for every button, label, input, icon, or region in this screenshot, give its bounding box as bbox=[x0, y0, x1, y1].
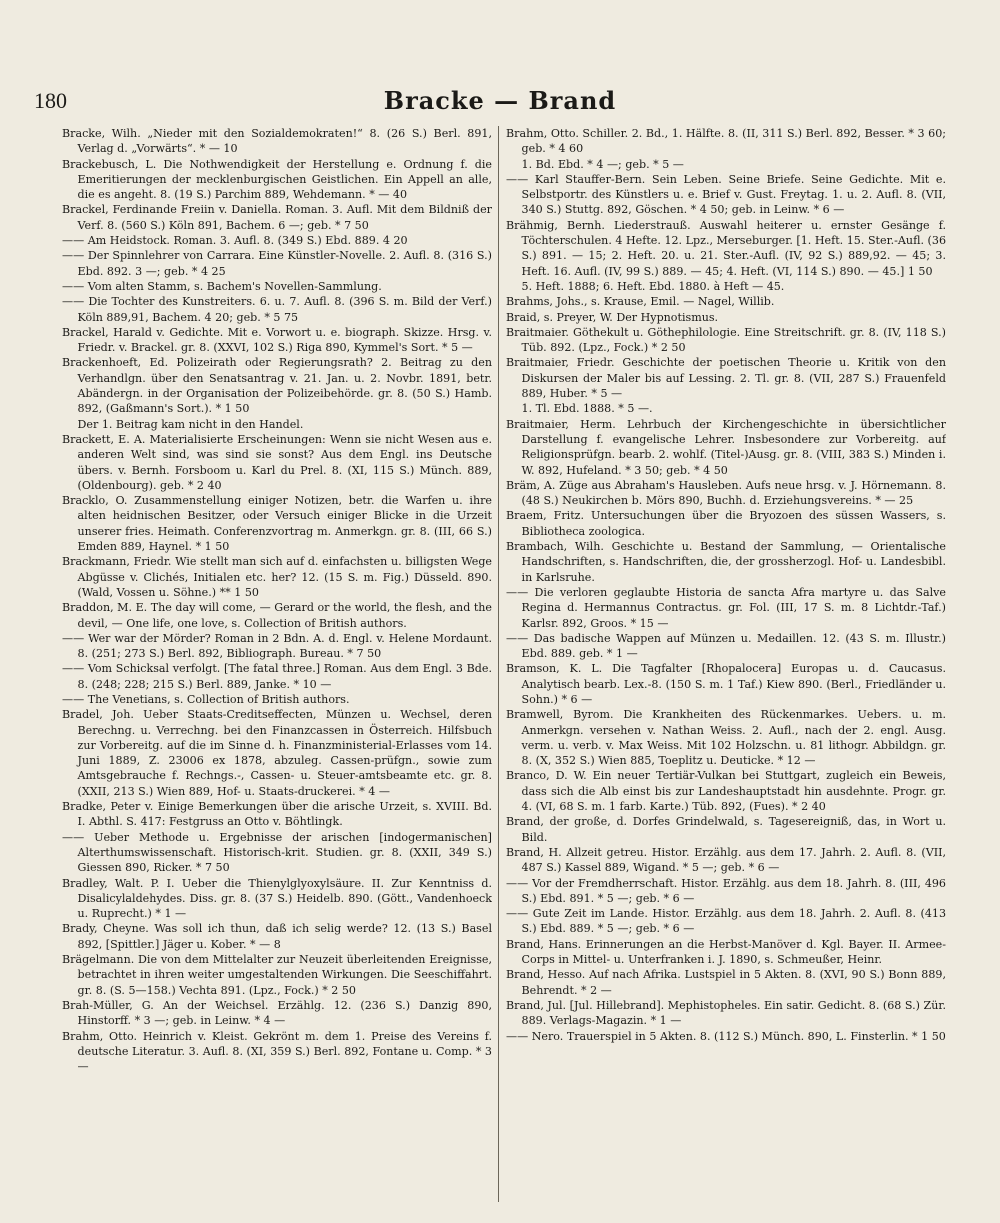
catalog-entry: Brähmig, Bernh. Liederstrauß. Auswahl heiterer u. ernster Gesänge f. Töchterschulen. 4 Hefte. 12. Lpz., Merseburger. [1. Heft. 15. Ster.-Aufl. (36 S.) 891. — 15; 2. Heft. 20. u. 21. Ster.-Aufl. (IV, 92 S.) 889,92. — 45; 3. Heft. 16. Aufl. (IV, 99 S.) 889. — 45; 4. Heft. (VI, 114 S.) 890. — 45.] 1 50 5. Heft. 1888; 6. Heft. Ebd. 1880. à Heft — 45. bbox=[506, 218, 946, 293]
catalog-entry: Bramwell, Byrom. Die Krankheiten des Rückenmarkes. Uebers. u. m. Anmerkgn. versehen v. Nathan Weiss. 2. Aufl., nach der 2. engl. Ausg. verm. u. verb. v. Max Weiss. Mit 102 Holzschn. u. 81 lithogr. Abbildgn. gr. 8. (X, 352 S.) Wien 885, Toeplitz u. Deuticke. * 12 — bbox=[506, 708, 946, 768]
catalog-entry: Bracke, Wilh. „Nieder mit den Sozialdemokraten!“ 8. (26 S.) Berl. 891, Verlag d. „Vorwärts“. * — 10 bbox=[62, 127, 492, 156]
catalog-entry: —— Vom Schicksal verfolgt. [The fatal three.] Roman. Aus dem Engl. 3 Bde. 8. (248; 228; 215 S.) Berl. 889, Janke. * 10 — bbox=[62, 662, 492, 691]
catalog-entry: Brackett, E. A. Materialisierte Erscheinungen: Wenn sie nicht Wesen aus e. anderen Welt sind, was sind sie sonst? Aus dem Engl. ins Deutsche übers. v. Bernh. Forsboom u. Karl du Prel. 8. (XI, 115 S.) Münch. 889, (Oldenbourg). geb. * 2 40 bbox=[62, 432, 492, 492]
catalog-entry: —— Ueber Methode u. Ergebnisse der arischen [indogermanischen] Alterthumswissenschaft. Historisch-krit. Studien. gr. 8. (XXII, 349 S.) Giessen 890, Ricker. * 7 50 bbox=[62, 830, 492, 875]
catalog-entry: Brah-Müller, G. An der Weichsel. Erzählg. 12. (236 S.) Danzig 890, Hinstorff. * 3 —; geb. in Leinw. * 4 — bbox=[62, 998, 492, 1028]
catalog-entry: Brambach, Wilh. Geschichte u. Bestand der Sammlung, — Orientalische Handschriften, s. Handschriften, die, der grossherzogl. Hof- u. Landesbibl. in Karlsruhe. bbox=[506, 540, 946, 584]
catalog-entry: Brady, Cheyne. Was soll ich thun, daß ich selig werde? 12. (13 S.) Basel 892, [Spittler.] Jäger u. Kober. * — 8 bbox=[62, 922, 492, 951]
catalog-entry: Brackel, Harald v. Gedichte. Mit e. Vorwort u. e. biograph. Skizze. Hrsg. v. Friedr. v. Brackel. gr. 8. (XXVI, 102 S.) Riga 890, Kymmel's Sort. * 5 — bbox=[62, 325, 492, 355]
catalog-entry: Bradel, Joh. Ueber Staats-Creditseffecten, Münzen u. Wechsel, deren Berechng. u. Verrechng. bei den Finanzcassen in Österreich. Hilfsbuch zur Vorbereitg. auf die im Sinne d. h. Finanzministerial-Erlasses vom 14. Juni 1889, Z. 23006 ex 1878, abzuleg. Cassen-prüfgn., sowie zum Amtsgebrauche f. Rechngs.-, Cassen- u. Steuer-amtsbeamte etc. gr. 8. (XXII, 213 S.) Wien 889, Hof- u. Staats-druckerei. * 4 — bbox=[62, 708, 492, 798]
catalog-entry: Branco, D. W. Ein neuer Tertiär-Vulkan bei Stuttgart, zugleich ein Beweis, dass sich die Alb einst bis zur Landeshauptstadt hin ausdehnte. Progr. gr. 4. (VI, 68 S. m. 1 farb. Karte.) Tüb. 892, (Fues). * 2 40 bbox=[506, 769, 946, 814]
catalog-entry: Bracklo, O. Zusammenstellung einiger Notizen, betr. die Warfen u. ihre alten heidnischen Besitzer, oder Versuch einiger Blicke in die Urzeit unserer fries. Heimath. Conferenzvortrag m. Anmerkgn. gr. 8. (III, 66 S.) Emden 889, Haynel. * 1 50 bbox=[62, 494, 492, 554]
catalog-entry: —— Karl Stauffer-Bern. Sein Leben. Seine Briefe. Seine Gedichte. Mit e. Selbstportr. des Künstlers u. e. Brief v. Gust. Freytag. 1. u. 2. Aufl. 8. (VII, 340 S.) Stuttg. 892, Göschen. * 4 50; geb. in Leinw. * 6 — bbox=[506, 172, 946, 217]
catalog-entry: —— Vom alten Stamm, s. Bachem's Novellen-Sammlung. bbox=[62, 279, 382, 293]
catalog-entry: Brackel, Ferdinande Freiin v. Daniella. Roman. 3. Aufl. Mit dem Bildniß der Verf. 8. (560 S.) Köln 891, Bachem. 6 —; geb. * 7 50 bbox=[62, 203, 492, 232]
catalog-entry: Brand, Hans. Erinnerungen an die Herbst-Manöver d. Kgl. Bayer. II. Armee-Corps in Mittel- u. Unterfranken i. J. 1890, s. Schmeußer, Heinr. bbox=[506, 937, 946, 967]
catalog-entry: Bräm, A. Züge aus Abraham's Hausleben. Aufs neue hrsg. v. J. Hörnemann. 8. (48 S.) Neukirchen b. Mörs 890, Buchh. d. Erziehungsvereins. * — 25 bbox=[506, 478, 946, 508]
catalog-entry: Bradley, Walt. P. I. Ueber die Thienylglyoxylsäure. II. Zur Kenntniss d. Disalicylaldehydes. Diss. gr. 8. (37 S.) Heidelb. 890. (Gött., Vandenhoeck u. Ruprecht.) * 1 — bbox=[62, 876, 492, 921]
catalog-entry: —— Vor der Fremdherrschaft. Histor. Erzählg. aus dem 18. Jahrh. 8. (III, 496 S.) Ebd. 891. * 5 —; geb. * 6 — bbox=[506, 876, 946, 905]
catalog-entry: Braitmaier. Göthekult u. Göthephilologie. Eine Streitschrift. gr. 8. (IV, 118 S.) Tüb. 892. (Lpz., Fock.) * 2 50 bbox=[506, 325, 946, 355]
catalog-entry: Brand, Jul. [Jul. Hillebrand]. Mephistopheles. Ein satir. Gedicht. 8. (68 S.) Zür. 889. Verlags-Magazin. * 1 — bbox=[506, 998, 946, 1028]
right-column bbox=[506, 126, 946, 1206]
catalog-entry: Brackmann, Friedr. Wie stellt man sich auf d. einfachsten u. billigsten Wege Abgüsse v. Clichés, Initialen etc. her? 12. (15 S. m. Fig.) Düsseld. 890. (Wald, Vossen u. Söhne.) ** 1 50 bbox=[62, 555, 492, 599]
catalog-entry: —— Nero. Trauerspiel in 5 Akten. 8. (112 S.) Münch. 890, L. Finsterlin. * 1 50 bbox=[506, 1029, 946, 1043]
column-divider bbox=[498, 126, 499, 1202]
catalog-entry: Brand, der große, d. Dorfes Grindelwald, s. Tagesereigniß, das, in Wort u. Bild. bbox=[506, 815, 946, 844]
catalog-entry: —— Die verloren geglaubte Historia de sancta Afra martyre u. das Salve Regina d. Hermannus Contractus. gr. Fol. (III, 17 S. m. 8 Lichtdr.-Taf.) Karlsr. 892, Groos. * 15 — bbox=[506, 585, 946, 630]
left-column bbox=[62, 126, 492, 1206]
catalog-entry: —— Der Spinnlehrer von Carrara. Eine Künstler-Novelle. 2. Aufl. 8. (316 S.) Ebd. 892. 3 —; geb. * 4 25 bbox=[62, 249, 492, 278]
catalog-entry: —— Wer war der Mörder? Roman in 2 Bdn. A. d. Engl. v. Helene Mordaunt. 8. (251; 273 S.) Berl. 892, Bibliograph. Bureau. * 7 50 bbox=[62, 631, 492, 661]
catalog-entry: Brand, Hesso. Auf nach Afrika. Lustspiel in 5 Akten. 8. (XVI, 90 S.) Bonn 889, Behrendt. * 2 — bbox=[506, 968, 946, 997]
catalog-entry: Brackenhoeft, Ed. Polizeirath oder Regierungsrath? 2. Beitrag zu den Verhandlgn. über den Senatsantrag v. 21. Jan. u. 2. Novbr. 1891, betr. Abändergn. in der Organisation der Polizeibehörde. gr. 8. (50 S.) Hamb. 892, (Gaßmann's Sort.). * 1 50 Der 1. Beitrag kam nicht in den Handel. bbox=[62, 356, 492, 431]
running-head: Bracke — Brand bbox=[383, 86, 617, 115]
catalog-entry: —— Die Tochter des Kunstreiters. 6. u. 7. Aufl. 8. (396 S. m. Bild der Verf.) Köln 889,91, Bachem. 4 20; geb. * 5 75 bbox=[62, 295, 492, 324]
catalog-entry: Braitmaier, Friedr. Geschichte der poetischen Theorie u. Kritik von den Diskursen der Maler bis auf Lessing. 2. Tl. gr. 8. (VII, 287 S.) Frauenfeld 889, Huber. * 5 — 1. Tl. Ebd. 1888. * 5 —. bbox=[506, 356, 946, 416]
catalog-entry: Braem, Fritz. Untersuchungen über die Bryozoen des süssen Wassers, s. Bibliotheca zoologica. bbox=[506, 509, 946, 538]
catalog-entry: Braddon, M. E. The day will come, — Gerard or the world, the flesh, and the devil, — One life, one love, s. Collection of British authors. bbox=[62, 601, 492, 630]
catalog-entry: Brahms, Johs., s. Krause, Emil. — Nagel, Willib. bbox=[506, 295, 775, 309]
catalog-entry: Braid, s. Preyer, W. Der Hypnotismus. bbox=[506, 310, 719, 324]
catalog-entry: Bramson, K. L. Die Tagfalter [Rhopalocera] Europas u. d. Caucasus. Analytisch bearb. Lex.-8. (150 S. m. 1 Taf.) Kiew 890. (Berl., Friedländer u. Sohn.) * 6 — bbox=[506, 662, 946, 706]
catalog-entry: —— The Venetians, s. Collection of British authors. bbox=[62, 692, 350, 706]
catalog-entry: Bradke, Peter v. Einige Bemerkungen über die arische Urzeit, s. XVIII. Bd. I. Abthl. S. 417: Festgruss an Otto v. Böhtlingk. bbox=[62, 800, 492, 829]
catalog-entry: —— Das badische Wappen auf Münzen u. Medaillen. 12. (43 S. m. Illustr.) Ebd. 889. geb. * 1 — bbox=[506, 631, 946, 661]
catalog-entry: Brand, H. Allzeit getreu. Histor. Erzählg. aus dem 17. Jahrh. 2. Aufl. 8. (VII, 487 S.) Kassel 889, Wigand. * 5 —; geb. * 6 — bbox=[506, 845, 946, 875]
catalog-entry: Brackebusch, L. Die Nothwendigkeit der Herstellung e. Ordnung f. die Emeritierungen der mecklenburgischen Geistlichen. Ein Appell an alle, die es angeht. 8. (19 S.) Parchim 889, Wehdemann. * — 40 bbox=[62, 157, 492, 202]
catalog-entry: Brahm, Otto. Schiller. 2. Bd., 1. Hälfte. 8. (II, 311 S.) Berl. 892, Besser. * 3 60; geb. * 4 60 1. Bd. Ebd. * 4 —; geb. * 5 — bbox=[506, 127, 946, 171]
page-number: 180 bbox=[34, 88, 67, 113]
catalog-entry: Brahm, Otto. Heinrich v. Kleist. Gekrönt m. dem 1. Preise des Vereins f. deutsche Literatur. 3. Aufl. 8. (XI, 359 S.) Berl. 892, Fontane u. Comp. * 3 — bbox=[62, 1029, 492, 1074]
catalog-entry: Braitmaier, Herm. Lehrbuch der Kirchengeschichte in übersichtlicher Darstellung f. evangelische Lehrer. Insbesondere zur Vorbereitg. auf Religionsprüfgn. bearb. 2. wohlf. (Titel-)Ausg. gr. 8. (VIII, 383 S.) Minden i. W. 892, Hufeland. * 3 50; geb. * 4 50 bbox=[506, 417, 946, 477]
catalog-entry: Brägelmann. Die von dem Mittelalter zur Neuzeit überleitenden Ereignisse, betrachtet in ihren weiter umgestaltenden Wirkungen. Die Seeschiffahrt. gr. 8. (S. 5—158.) Vechta 891. (Lpz., Fock.) * 2 50 bbox=[62, 953, 492, 997]
catalog-entry: —— Am Heidstock. Roman. 3. Aufl. 8. (349 S.) Ebd. 889. 4 20 bbox=[62, 234, 408, 248]
catalog-entry: —— Gute Zeit im Lande. Histor. Erzählg. aus dem 18. Jahrh. 2. Aufl. 8. (413 S.) Ebd. 889. * 5 —; geb. * 6 — bbox=[506, 907, 946, 936]
